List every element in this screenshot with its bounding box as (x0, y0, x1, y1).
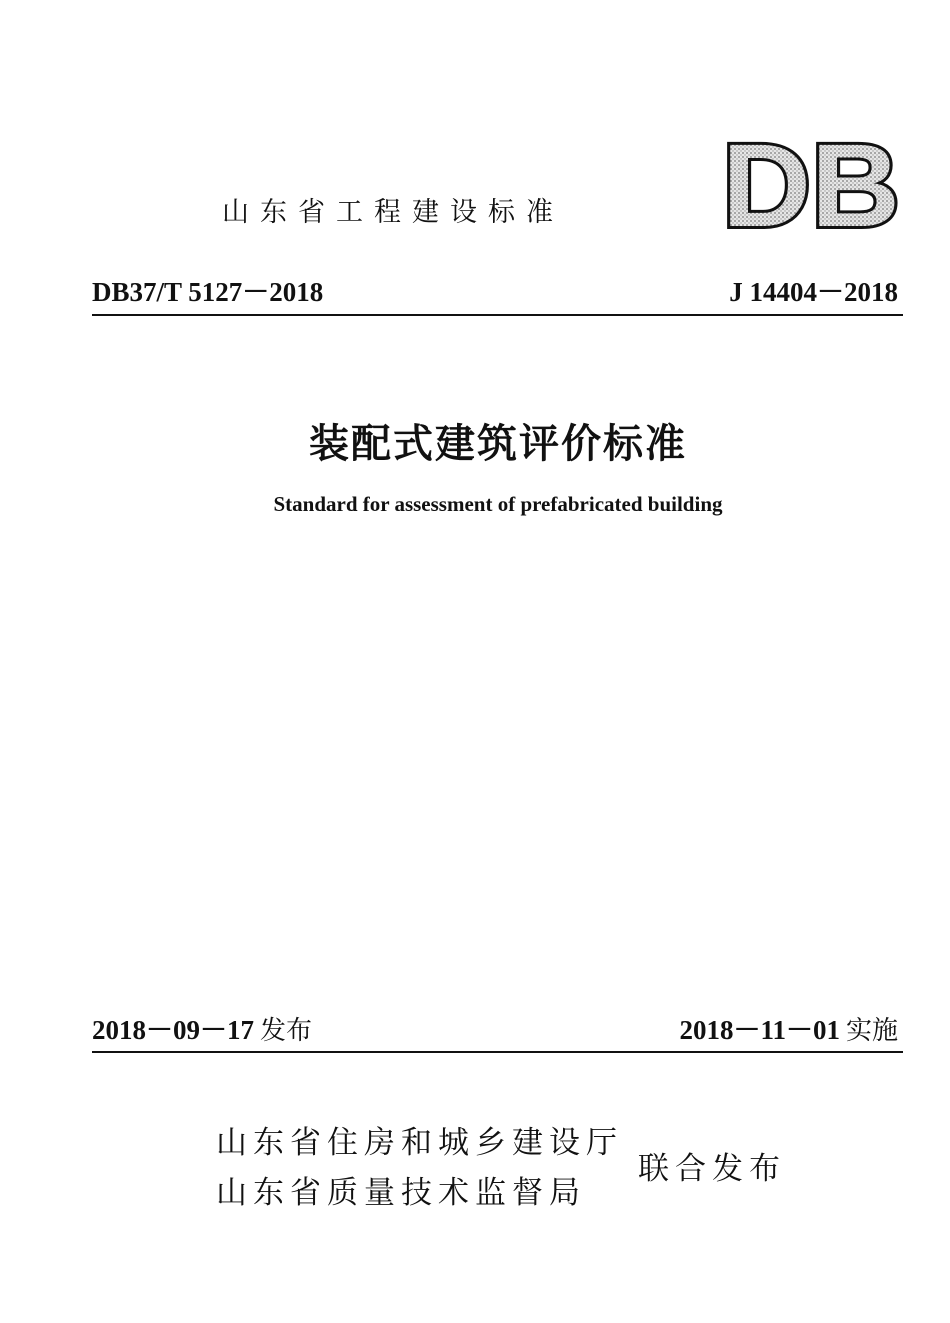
footer-divider (92, 1051, 903, 1053)
document-title: 装配式建筑评价标准 (309, 420, 687, 467)
document-subtitle-english: Standard for assessment of prefabricated building (273, 492, 723, 516)
effective-date: 2018－11－01 (679, 1015, 840, 1045)
standard-code: DB37/T 5127－2018 (92, 277, 324, 307)
header-divider (92, 314, 903, 316)
publisher-org-1: 山东省住房和城乡建设厅 (216, 1125, 623, 1161)
issue-label: 发布 (260, 1016, 313, 1046)
effective-label: 实施 (845, 1016, 898, 1046)
standard-category: 山东省工程建设标准 (222, 197, 564, 228)
issue-date: 2018－09－17 (92, 1015, 254, 1045)
record-number: J 14404－2018 (729, 277, 898, 307)
db-logo (722, 136, 900, 232)
publisher-org-2: 山东省质量技术监督局 (216, 1175, 586, 1211)
issue-date-line (92, 1008, 312, 1047)
joint-release-label: 联合发布 (638, 1151, 786, 1187)
effective-date-line (679, 1008, 898, 1047)
db-logo-letters: DB (722, 136, 900, 232)
